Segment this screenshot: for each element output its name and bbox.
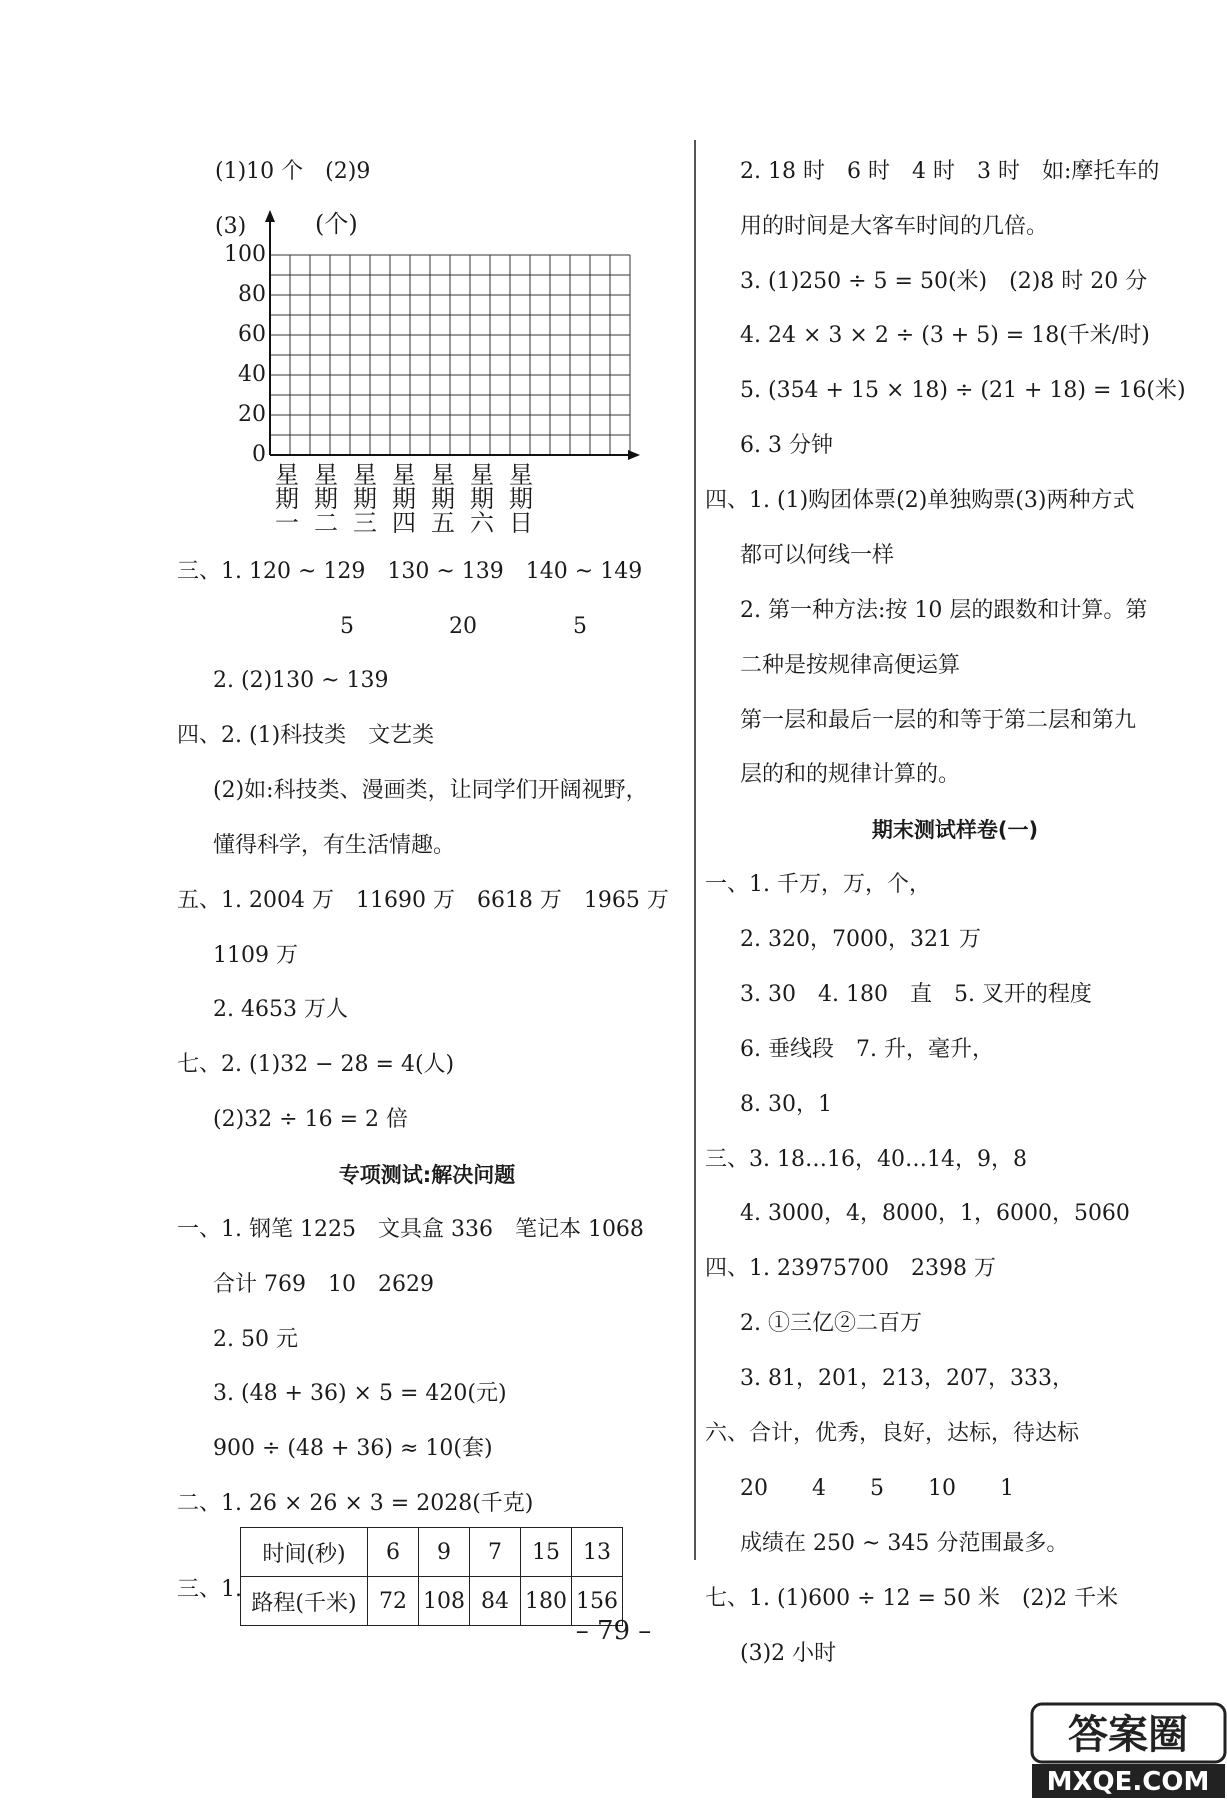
table-cell: 156: [572, 1577, 623, 1626]
table-cell: 13: [572, 1528, 623, 1577]
right-line-1: 2. 18 时 6 时 4 时 3 时 如:摩托车的: [740, 159, 1160, 184]
section3-q2: 2. (2)130 ~ 139: [213, 668, 389, 693]
table-cell: 180: [521, 1577, 572, 1626]
right-line-16: 6. 垂线段 7. 升，毫升，: [740, 1037, 994, 1062]
table-header-distance: 路程(千米): [241, 1577, 368, 1626]
right-line-8: 都可以何线一样: [740, 543, 895, 568]
section3-count-1: 5: [340, 614, 354, 639]
s1-q2: 2. 50 元: [213, 1327, 298, 1352]
s1-q1b: 合计 769 10 2629: [213, 1272, 434, 1297]
watermark-bottom: MXQE.COM: [1046, 1767, 1210, 1797]
chart-y-label: (个): [315, 210, 358, 238]
y-tick-label: 80: [238, 282, 266, 307]
right-line-17: 8. 30，1: [740, 1092, 832, 1117]
watermark-logo: [1030, 1700, 1227, 1800]
x-category-label: 星期四: [392, 461, 416, 537]
section4-q2b: (2)如:科技类、漫画类，让同学们开阔视野，: [213, 778, 648, 803]
s1-q3b: 900 ÷ (48 + 36) ≈ 10(套): [213, 1436, 493, 1461]
y-tick-label: 100: [224, 242, 266, 267]
right-line-20: 四、1. 23975700 2398 万: [705, 1256, 996, 1281]
table-cell: 84: [470, 1577, 521, 1626]
watermark-top: 答案圈: [1068, 1712, 1188, 1758]
right-line-14: 2. 320，7000，321 万: [740, 927, 981, 952]
right-line-26: 七、1. (1)600 ÷ 12 = 50 米 (2)2 千米: [705, 1586, 1119, 1611]
x-category-label: 星期二: [314, 461, 338, 537]
table-cell: 7: [470, 1528, 521, 1577]
final-test-title: 期末测试样卷(一): [871, 818, 1039, 842]
right-line-11: 第一层和最后一层的和等于第二层和第九: [740, 708, 1137, 733]
right-line-9: 2. 第一种方法:按 10 层的跟数和计算。第: [740, 598, 1148, 623]
page-number: – 79 –: [575, 1616, 652, 1646]
x-category-label: 星期一: [275, 461, 299, 537]
right-line-22: 3. 81，201，213，207，333，: [740, 1366, 1074, 1391]
y-axis-arrow: [265, 210, 275, 222]
x-category-label: 星期三: [353, 461, 377, 537]
y-tick-label: 60: [238, 322, 266, 347]
section7-q2b: (2)32 ÷ 16 = 2 倍: [213, 1107, 408, 1132]
table-cell: 72: [368, 1577, 419, 1626]
section5-q1: 五、1. 2004 万 11690 万 6618 万 1965 万: [177, 888, 669, 913]
table-cell: 9: [419, 1528, 470, 1577]
time-distance-table: [240, 1527, 623, 1626]
section3-ranges: 三、1. 120 ~ 129 130 ~ 139 140 ~ 149: [177, 559, 643, 584]
s1-q1a: 一、1. 钢笔 1225 文具盒 336 笔记本 1068: [177, 1217, 644, 1242]
right-line-25: 成绩在 250 ~ 345 分范围最多。: [740, 1531, 1069, 1556]
right-line-21: 2. ①三亿②二百万: [740, 1311, 922, 1336]
section4-q2c: 懂得科学，有生活情趣。: [213, 833, 456, 858]
right-line-10: 二种是按规律高便运算: [740, 653, 961, 678]
s2-q1: 二、1. 26 × 26 × 3 = 2028(千克): [177, 1491, 534, 1516]
right-line-24: 20 4 5 10 1: [740, 1476, 1014, 1501]
right-line-5: 5. (354 + 15 × 18) ÷ (21 + 18) = 16(米): [740, 378, 1186, 403]
x-category-label: 星期五: [431, 461, 455, 537]
y-tick-label: 0: [252, 442, 266, 467]
section3-count-3: 5: [573, 614, 587, 639]
right-line-4: 4. 24 × 3 × 2 ÷ (3 + 5) = 18(千米/时): [740, 323, 1150, 348]
table-cell: 15: [521, 1528, 572, 1577]
chart-label: (3): [215, 214, 247, 239]
column-divider: [694, 140, 696, 1560]
table-header-time: 时间(秒): [241, 1528, 368, 1577]
right-line-19: 4. 3000，4，8000，1，6000，5060: [740, 1201, 1130, 1226]
x-category-label: 星期日: [509, 461, 533, 537]
right-line-7: 四、1. (1)购团体票(2)单独购票(3)两种方式: [705, 488, 1135, 513]
table-row: [241, 1528, 623, 1577]
right-line-23: 六、合计，优秀，良好，达标，待达标: [705, 1421, 1080, 1446]
y-tick-label: 20: [238, 402, 266, 427]
grid-chart-svg: [210, 210, 650, 470]
special-test-title: 专项测试:解决问题: [338, 1163, 516, 1187]
section4-q2: 四、2. (1)科技类 文艺类: [177, 723, 435, 748]
s1-q3a: 3. (48 + 36) × 5 = 420(元): [213, 1381, 507, 1406]
answer-q-counts: (1)10 个 (2)9: [215, 159, 371, 184]
section7-q2a: 七、2. (1)32 − 28 = 4(人): [177, 1052, 455, 1077]
table-cell: 6: [368, 1528, 419, 1577]
table-cell: 108: [419, 1577, 470, 1626]
y-tick-label: 40: [238, 362, 266, 387]
right-line-3: 3. (1)250 ÷ 5 = 50(米) (2)8 时 20 分: [740, 269, 1148, 294]
section5-q2: 2. 4653 万人: [213, 997, 348, 1022]
right-line-2: 用的时间是大客车时间的几倍。: [740, 214, 1049, 239]
right-line-6: 6. 3 分钟: [740, 433, 833, 458]
right-line-12: 层的和的规律计算的。: [740, 762, 961, 787]
right-line-27: (3)2 小时: [740, 1641, 837, 1666]
right-line-15: 3. 30 4. 180 直 5. 叉开的程度: [740, 982, 1092, 1007]
section3-count-2: 20: [449, 614, 477, 639]
section5-q1b: 1109 万: [213, 943, 298, 968]
s3-label: 三、1.: [177, 1577, 242, 1602]
x-axis-arrow: [628, 450, 640, 460]
right-line-18: 三、3. 18…16，40…14，9，8: [705, 1147, 1027, 1172]
right-line-13: 一、1. 千万，万，个，: [705, 872, 931, 897]
x-category-label: 星期六: [470, 461, 494, 537]
